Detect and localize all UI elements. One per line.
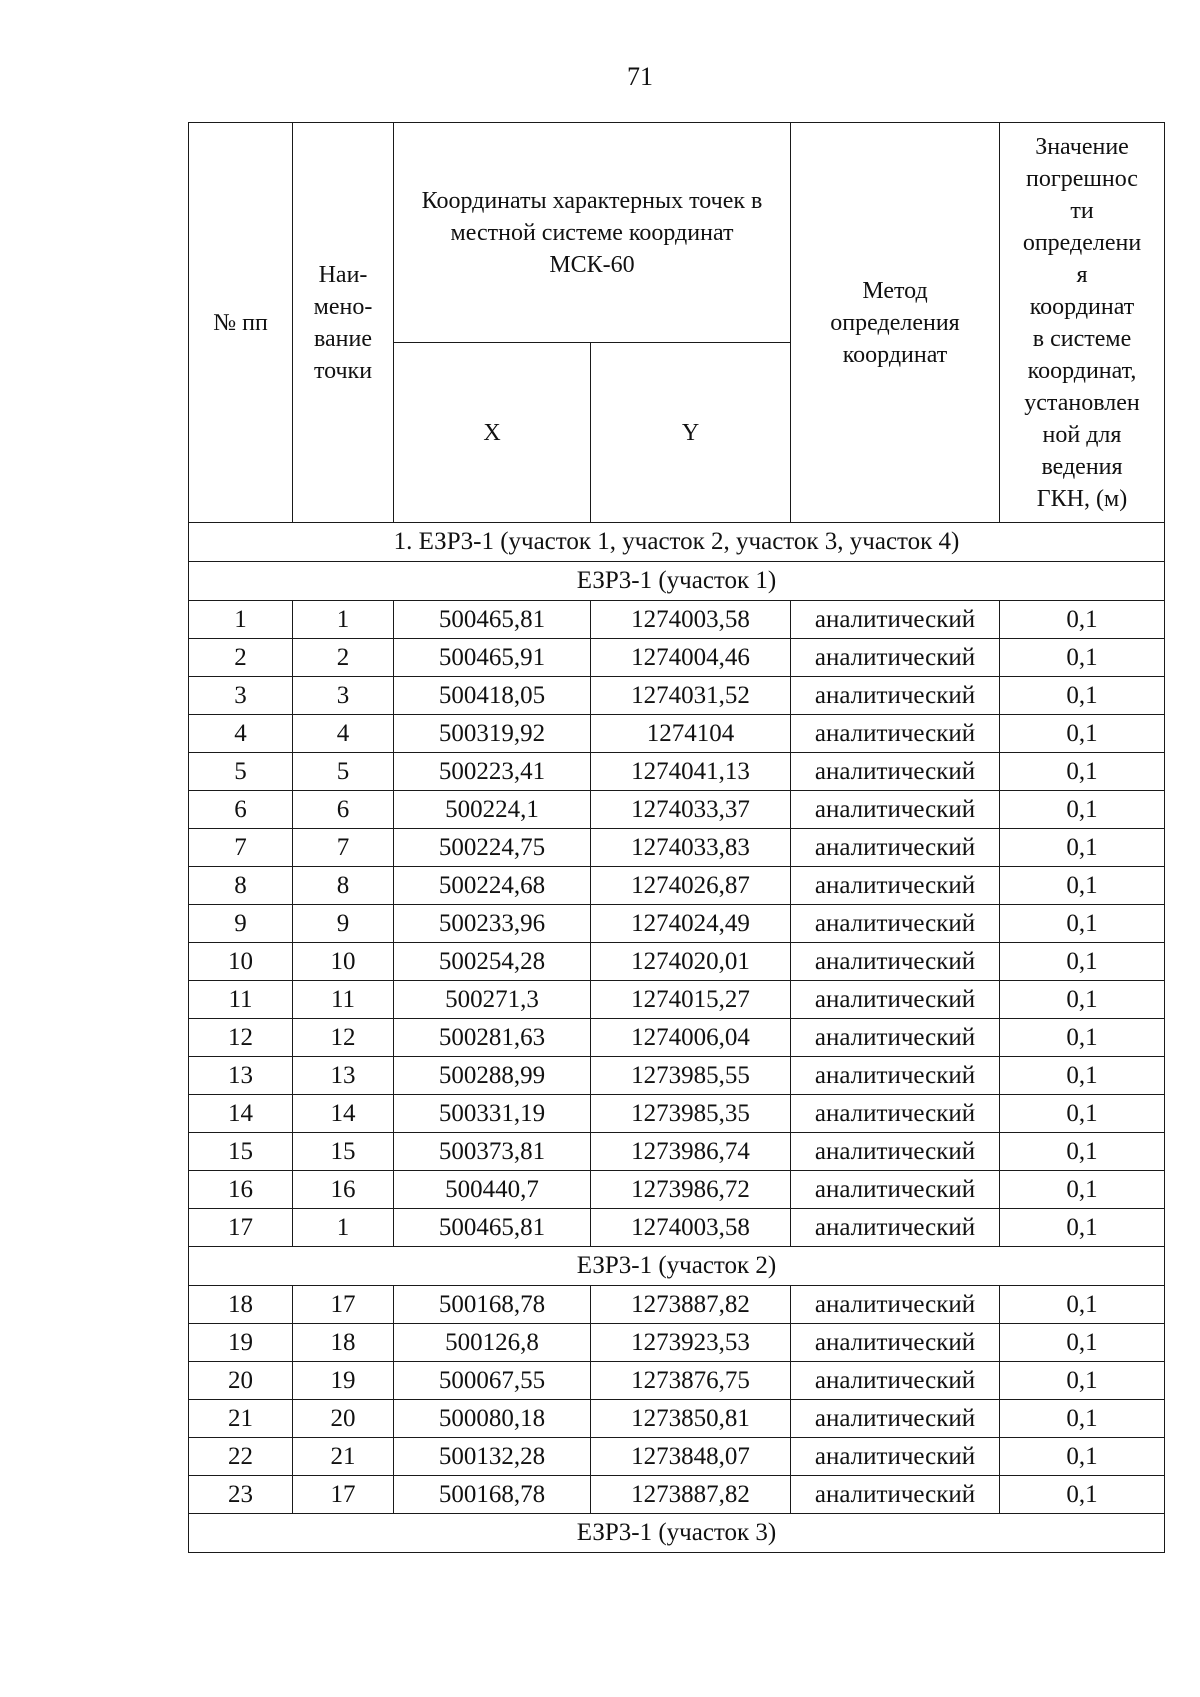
cell-num: 1 (189, 601, 293, 639)
cell-point-name: 18 (293, 1324, 394, 1362)
header-coordinates: Координаты характерных точек в местной системе координат МСК-60 (394, 123, 791, 343)
cell-point-name: 1 (293, 601, 394, 639)
cell-method: аналитический (791, 1057, 1000, 1095)
table-row (189, 1362, 1165, 1400)
table-row (189, 753, 1165, 791)
table-row (189, 1324, 1165, 1362)
cell-y: 1274031,52 (591, 677, 791, 715)
cell-point-name: 12 (293, 1019, 394, 1057)
cell-point-name: 2 (293, 639, 394, 677)
cell-method: аналитический (791, 867, 1000, 905)
subsection-title: ЕЗР3-1 (участок 1) (189, 562, 1165, 601)
cell-point-name: 1 (293, 1209, 394, 1247)
cell-num: 18 (189, 1286, 293, 1324)
cell-point-name: 4 (293, 715, 394, 753)
cell-point-name: 17 (293, 1476, 394, 1514)
cell-accuracy: 0,1 (1000, 639, 1165, 677)
header-point-name: Наи- мено- вание точки (293, 123, 394, 523)
table-row (189, 1400, 1165, 1438)
cell-num: 7 (189, 829, 293, 867)
cell-point-name: 14 (293, 1095, 394, 1133)
table-row (189, 639, 1165, 677)
main-section-row (189, 523, 1165, 562)
cell-num: 14 (189, 1095, 293, 1133)
cell-num: 13 (189, 1057, 293, 1095)
cell-method: аналитический (791, 601, 1000, 639)
cell-num: 8 (189, 867, 293, 905)
cell-y: 1274104 (591, 715, 791, 753)
cell-method: аналитический (791, 1209, 1000, 1247)
cell-accuracy: 0,1 (1000, 1324, 1165, 1362)
cell-accuracy: 0,1 (1000, 943, 1165, 981)
cell-accuracy: 0,1 (1000, 867, 1165, 905)
cell-accuracy: 0,1 (1000, 1133, 1165, 1171)
cell-y: 1274004,46 (591, 639, 791, 677)
cell-num: 12 (189, 1019, 293, 1057)
cell-y: 1274026,87 (591, 867, 791, 905)
cell-accuracy: 0,1 (1000, 1362, 1165, 1400)
cell-x: 500465,81 (394, 601, 591, 639)
header-num: № пп (189, 123, 293, 523)
cell-x: 500288,99 (394, 1057, 591, 1095)
cell-num: 3 (189, 677, 293, 715)
table-row (189, 677, 1165, 715)
cell-accuracy: 0,1 (1000, 1286, 1165, 1324)
cell-y: 1273985,55 (591, 1057, 791, 1095)
cell-num: 10 (189, 943, 293, 981)
cell-num: 17 (189, 1209, 293, 1247)
cell-num: 4 (189, 715, 293, 753)
cell-x: 500168,78 (394, 1476, 591, 1514)
table-row (189, 1019, 1165, 1057)
cell-method: аналитический (791, 753, 1000, 791)
table-row (189, 1057, 1165, 1095)
cell-num: 11 (189, 981, 293, 1019)
cell-method: аналитический (791, 1324, 1000, 1362)
cell-x: 500418,05 (394, 677, 591, 715)
cell-point-name: 16 (293, 1171, 394, 1209)
cell-y: 1273876,75 (591, 1362, 791, 1400)
cell-point-name: 11 (293, 981, 394, 1019)
table-row (189, 1438, 1165, 1476)
table-row (189, 867, 1165, 905)
cell-y: 1273986,72 (591, 1171, 791, 1209)
cell-method: аналитический (791, 1438, 1000, 1476)
table-row (189, 981, 1165, 1019)
cell-num: 6 (189, 791, 293, 829)
cell-num: 9 (189, 905, 293, 943)
subsection-row (189, 1247, 1165, 1286)
cell-y: 1274003,58 (591, 601, 791, 639)
cell-point-name: 20 (293, 1400, 394, 1438)
cell-num: 23 (189, 1476, 293, 1514)
cell-method: аналитический (791, 1095, 1000, 1133)
cell-x: 500067,55 (394, 1362, 591, 1400)
header-method: Метод определения координат (791, 123, 1000, 523)
cell-x: 500168,78 (394, 1286, 591, 1324)
cell-num: 16 (189, 1171, 293, 1209)
cell-accuracy: 0,1 (1000, 1400, 1165, 1438)
cell-x: 500465,91 (394, 639, 591, 677)
cell-accuracy: 0,1 (1000, 1095, 1165, 1133)
cell-accuracy: 0,1 (1000, 1476, 1165, 1514)
cell-accuracy: 0,1 (1000, 1057, 1165, 1095)
cell-method: аналитический (791, 829, 1000, 867)
cell-accuracy: 0,1 (1000, 715, 1165, 753)
cell-point-name: 15 (293, 1133, 394, 1171)
cell-accuracy: 0,1 (1000, 601, 1165, 639)
table-row (189, 1171, 1165, 1209)
cell-point-name: 6 (293, 791, 394, 829)
cell-y: 1274033,37 (591, 791, 791, 829)
cell-point-name: 9 (293, 905, 394, 943)
cell-accuracy: 0,1 (1000, 753, 1165, 791)
table-row (189, 943, 1165, 981)
cell-method: аналитический (791, 905, 1000, 943)
cell-point-name: 19 (293, 1362, 394, 1400)
subsection-title: ЕЗР3-1 (участок 3) (189, 1514, 1165, 1553)
cell-point-name: 8 (293, 867, 394, 905)
cell-x: 500254,28 (394, 943, 591, 981)
cell-x: 500126,8 (394, 1324, 591, 1362)
cell-y: 1273986,74 (591, 1133, 791, 1171)
cell-accuracy: 0,1 (1000, 1171, 1165, 1209)
cell-point-name: 17 (293, 1286, 394, 1324)
cell-x: 500373,81 (394, 1133, 591, 1171)
cell-point-name: 7 (293, 829, 394, 867)
table-row (189, 905, 1165, 943)
cell-x: 500319,92 (394, 715, 591, 753)
cell-method: аналитический (791, 791, 1000, 829)
table-row (189, 1095, 1165, 1133)
cell-method: аналитический (791, 715, 1000, 753)
table-row (189, 1476, 1165, 1514)
cell-num: 21 (189, 1400, 293, 1438)
cell-y: 1274006,04 (591, 1019, 791, 1057)
subsection-title: ЕЗР3-1 (участок 2) (189, 1247, 1165, 1286)
cell-y: 1273887,82 (591, 1286, 791, 1324)
cell-accuracy: 0,1 (1000, 677, 1165, 715)
table-row (189, 1286, 1165, 1324)
cell-y: 1273923,53 (591, 1324, 791, 1362)
cell-y: 1274033,83 (591, 829, 791, 867)
cell-y: 1274020,01 (591, 943, 791, 981)
cell-num: 2 (189, 639, 293, 677)
cell-num: 22 (189, 1438, 293, 1476)
cell-y: 1274024,49 (591, 905, 791, 943)
cell-y: 1273850,81 (591, 1400, 791, 1438)
cell-method: аналитический (791, 639, 1000, 677)
cell-point-name: 21 (293, 1438, 394, 1476)
coordinates-table-wrapper (188, 122, 1164, 1553)
cell-x: 500224,1 (394, 791, 591, 829)
table-row (189, 601, 1165, 639)
header-x: X (394, 343, 591, 523)
cell-x: 500224,68 (394, 867, 591, 905)
table-row (189, 1209, 1165, 1247)
cell-x: 500233,96 (394, 905, 591, 943)
cell-x: 500132,28 (394, 1438, 591, 1476)
cell-method: аналитический (791, 981, 1000, 1019)
table-row (189, 829, 1165, 867)
cell-accuracy: 0,1 (1000, 829, 1165, 867)
page-number: 71 (627, 62, 653, 91)
cell-accuracy: 0,1 (1000, 791, 1165, 829)
cell-method: аналитический (791, 1019, 1000, 1057)
cell-y: 1273985,35 (591, 1095, 791, 1133)
subsection-row (189, 1514, 1165, 1553)
cell-x: 500080,18 (394, 1400, 591, 1438)
cell-y: 1274041,13 (591, 753, 791, 791)
table-row (189, 715, 1165, 753)
cell-method: аналитический (791, 677, 1000, 715)
cell-method: аналитический (791, 1286, 1000, 1324)
cell-method: аналитический (791, 1400, 1000, 1438)
cell-accuracy: 0,1 (1000, 1438, 1165, 1476)
cell-x: 500224,75 (394, 829, 591, 867)
cell-accuracy: 0,1 (1000, 905, 1165, 943)
cell-x: 500331,19 (394, 1095, 591, 1133)
cell-method: аналитический (791, 943, 1000, 981)
cell-num: 19 (189, 1324, 293, 1362)
table-row (189, 1133, 1165, 1171)
cell-point-name: 3 (293, 677, 394, 715)
cell-x: 500281,63 (394, 1019, 591, 1057)
cell-x: 500223,41 (394, 753, 591, 791)
cell-x: 500271,3 (394, 981, 591, 1019)
table-row (189, 791, 1165, 829)
cell-num: 15 (189, 1133, 293, 1171)
cell-method: аналитический (791, 1171, 1000, 1209)
cell-method: аналитический (791, 1476, 1000, 1514)
cell-accuracy: 0,1 (1000, 1209, 1165, 1247)
main-section-title: 1. ЕЗР3-1 (участок 1, участок 2, участок 3, участок 4) (189, 523, 1165, 562)
header-accuracy: Значение погрешнос ти определени я координат в системе координат, установлен ной для ведения ГКН, (м) (1000, 123, 1165, 523)
subsection-row (189, 562, 1165, 601)
cell-num: 5 (189, 753, 293, 791)
cell-point-name: 5 (293, 753, 394, 791)
cell-point-name: 13 (293, 1057, 394, 1095)
cell-y: 1273848,07 (591, 1438, 791, 1476)
cell-y: 1274015,27 (591, 981, 791, 1019)
cell-x: 500465,81 (394, 1209, 591, 1247)
cell-point-name: 10 (293, 943, 394, 981)
table-header (189, 123, 1165, 523)
cell-y: 1273887,82 (591, 1476, 791, 1514)
cell-method: аналитический (791, 1362, 1000, 1400)
table-body (189, 523, 1165, 1553)
coordinates-table (188, 122, 1165, 1553)
cell-accuracy: 0,1 (1000, 1019, 1165, 1057)
cell-method: аналитический (791, 1133, 1000, 1171)
cell-num: 20 (189, 1362, 293, 1400)
cell-y: 1274003,58 (591, 1209, 791, 1247)
cell-x: 500440,7 (394, 1171, 591, 1209)
header-y: Y (591, 343, 791, 523)
cell-accuracy: 0,1 (1000, 981, 1165, 1019)
